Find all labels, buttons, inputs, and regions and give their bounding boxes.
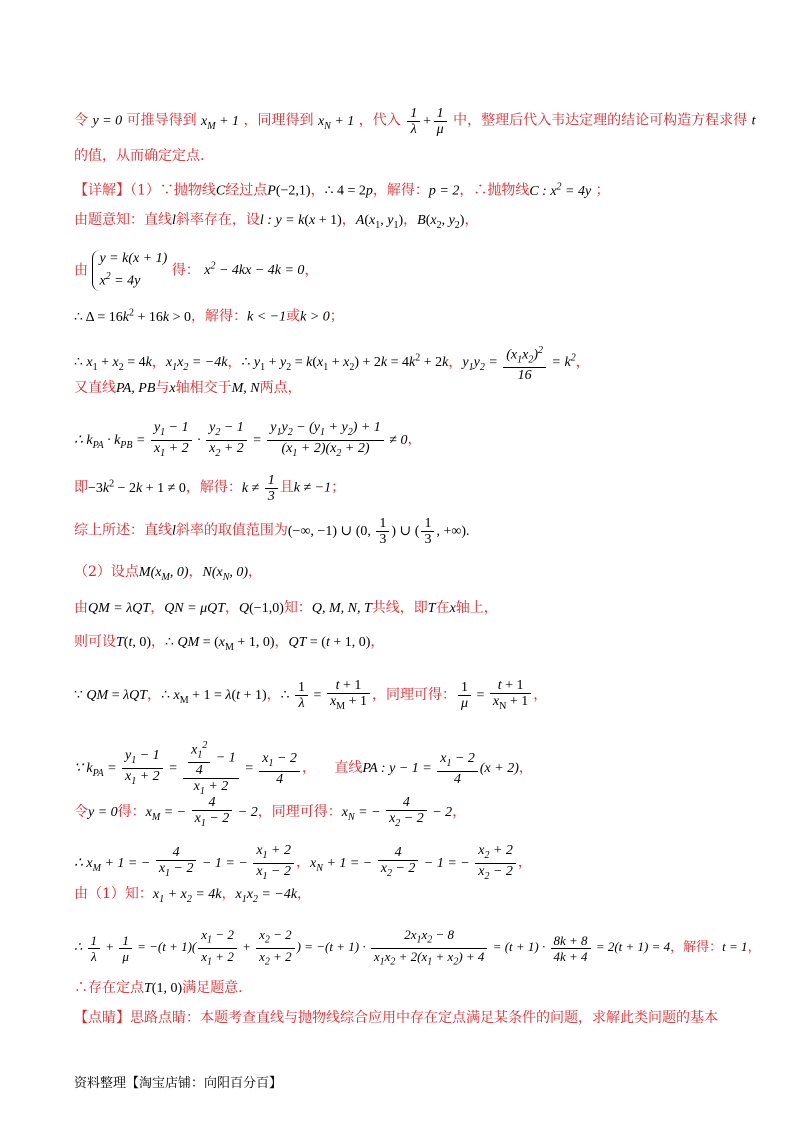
- text-line-15: ∵ QM = λQT，∴ $x_M + 1 = \lambda(t + 1)$，∴ $\frac{1}{\lambda}$ = $\frac{t + 1}{x_M + 1}$ ，同理可得： $\frac{1}{\mu}$ = $\frac{t + 1}{x_N + 1}$ ，: [74, 678, 548, 712]
- text-line-18: ∴ $x_M + 1$ = − $\frac{4}{x_1 - 2}$ − 1 = − $\frac{x_1 + 2}{x_1 - 2}$ ，$x_N + 1$ = − $\frac{4}{x_2 - 2}$ − 1 = − $\frac{x_2 + 2}{x_2 - 2}$ ，: [74, 843, 532, 882]
- text-line-8: 又直线PA, PB与x轴相交于M, N两点，: [74, 380, 302, 396]
- page-footer: 资料整理【淘宝店铺：向阳百分百】: [74, 1076, 283, 1091]
- text-line-2: 的值，从而确定定点.: [74, 148, 205, 164]
- text-line-9: ∴ $k_{PA} \cdot k_{PB}$ = $\frac{y_1 - 1}{x_1 + 2}$ · $\frac{y_2 - 1}{x_2 + 2}$ = $\frac{y_1y_2 - (y_1 + y_2) + 1}{(x_1 + 2)(x_2 + 2)}$ ≠ 0，: [74, 420, 422, 459]
- text-line-3: 【详解】（1）∵抛物线C经过点P(−2,1)，∴ 4 = 2p，解得：p = 2，∴抛物线C : $x^2 = 4y$ ；: [74, 181, 610, 199]
- text-line-4: 由题意知：直线l斜率存在，设l : y = k(x + 1)，$A(x_1$, $y_1$)，$B(x_2$, $y_2$)，: [74, 212, 479, 231]
- text-line-11: 综上所述：直线l斜率的取值范围为(−∞, −1) ∪ (0, $\frac{1}{3}$ ) ∪ ( $\frac{1}{3}$ , +∞).: [74, 516, 470, 547]
- text-line-10: 即$-3k^2 - 2k + 1 \ne 0$，解得：k ≠ $\frac{1}{3}$ 且k ≠ −1；: [74, 473, 346, 504]
- detail-tag: 【详解】: [74, 182, 130, 199]
- text-line-12: （2）设点$M(x_M$, 0)，$N(x_N$, 0)，: [74, 564, 263, 583]
- text-line-1: 令 y = 0 可推导得到 $x_M + 1$ ，同理得到 $x_N + 1$ ，代入 $\frac{1}{\lambda}$ + $\frac{1}{\mu}$ 中，整理后代入韦达定理的结论可构造方程求得 t: [74, 106, 756, 137]
- text-line-6: ∴ $\Delta = 16k^2 + 16k > 0$，解得：k < −1或k > 0；: [74, 307, 344, 325]
- text-line-7: ∴ $x_1 + x_2 = 4k$，$x_1x_2 = -4k$，∴ $y_1 + y_2 = k(x_1 + x_2) + 2k = 4k^2 + 2k$，$y_1y_2$ = $\frac{(x_1x_2)^2}{16}$ = $k^2$，: [74, 345, 590, 384]
- text-line-22: 【点睛】思路点睛：本题考查直线与抛物线综合应用中存在定点满足某条件的问题，求解此类问题的基本: [74, 1010, 718, 1026]
- text-line-16: ∵ $k_{PA}$ = $\frac{y_1 - 1}{x_1 + 2}$ = $\frac{x_1^2}{4}$ − 1 $x_1 + 2$ = $\frac{x_1 - 2}{4}$ ， 直线PA : y − 1 = $\frac{x_1 - 2}{4}$ (x + 2)，: [74, 740, 533, 798]
- remark-tag: 【点睛】: [74, 1010, 130, 1026]
- text-line-14: 则可设T(t, 0)，∴ QM = ($x_M + 1$, 0)，QT = (t + 1, 0)，: [74, 634, 385, 653]
- text-line-5: 由 y = k(x + 1) $x^2 = 4y$ 得： $x^2 - 4kx - 4k = 0$，: [74, 251, 319, 289]
- text-line-21: ∴存在定点T(1, 0)满足题意.: [74, 980, 243, 996]
- text-line-17: 令y = 0得：$x_M$ = − $\frac{4}{x_1 - 2}$ − 2，同理可得：$x_N$ = − $\frac{4}{x_2 - 2}$ − 2，: [74, 795, 467, 829]
- text-line-13: 由QM = λQT，QN = μQT，Q(−1,0)知：Q, M, N, T共线，即T在x轴上，: [74, 600, 498, 616]
- text-line-19: 由（1）知：$x_1 + x_2 = 4k$，$x_1x_2 = -4k$，: [74, 886, 312, 905]
- text-line-20: ∴ $\frac{1}{\lambda}$ + $\frac{1}{\mu}$ = −(t + 1)( $\frac{x_1 - 2}{x_1 + 2}$ + $\frac{x_2 - 2}{x_2 + 2}$ ) = −(t + 1) · $\frac{2x_1x_2 - 8}{x_1x_2 + 2(x_1 + x_2) + 4}$ = (t + 1) · $\frac{8k + 8}{4k + 4}$ = 2(t + 1) = 4，解得：t = 1，: [74, 927, 761, 968]
- equation-system: y = k(x + 1) $x^2 = 4y$: [92, 250, 167, 291]
